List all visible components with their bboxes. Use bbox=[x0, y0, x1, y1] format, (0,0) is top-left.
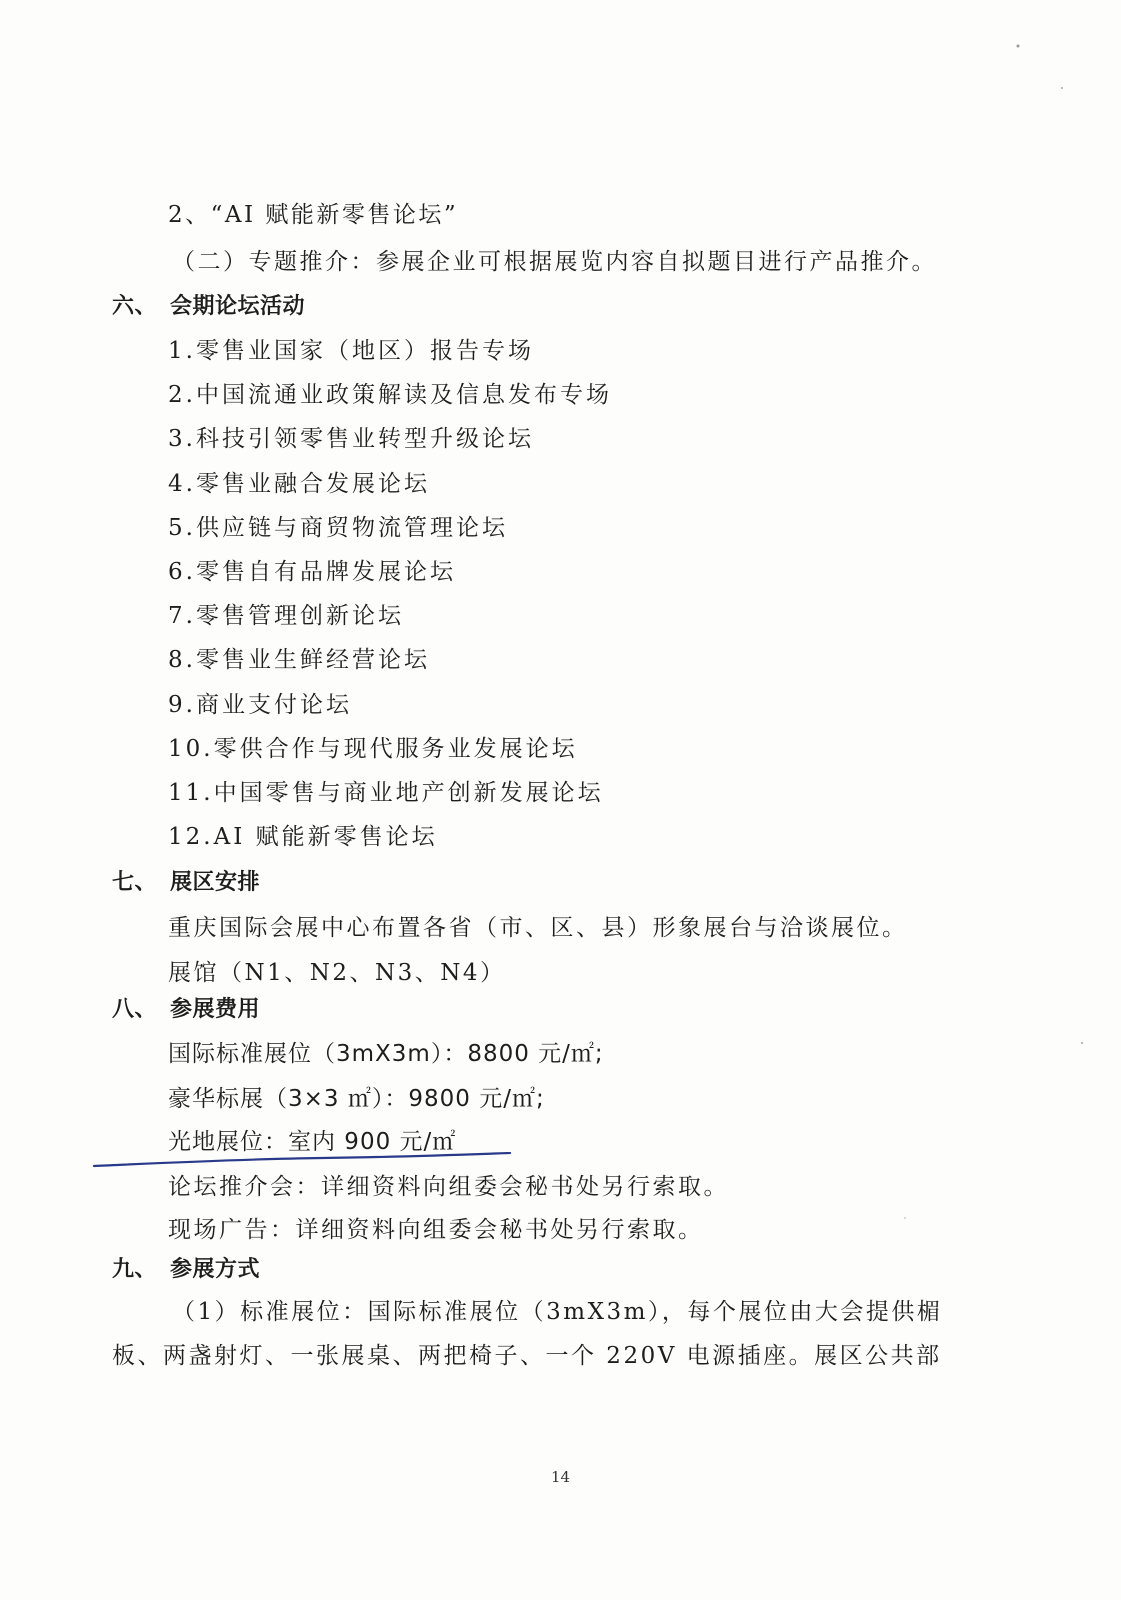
forum-item: 4.零售业融合发展论坛 bbox=[168, 471, 430, 497]
forum-item: 8.零售业生鲜经营论坛 bbox=[168, 647, 430, 673]
section-7-number: 七、 bbox=[112, 870, 158, 895]
section-9-title: 参展方式 bbox=[170, 1257, 261, 1282]
fee-forum-promotion: 论坛推介会：详细资料向组委会秘书处另行索取。 bbox=[168, 1174, 729, 1200]
intro-item-2: 2、“AI 赋能新零售论坛” bbox=[168, 202, 459, 228]
fee-onsite-advertising: 现场广告：详细资料向组委会秘书处另行索取。 bbox=[168, 1217, 704, 1243]
forum-item: 12.AI 赋能新零售论坛 bbox=[168, 824, 438, 850]
forum-item: 6.零售自有品牌发展论坛 bbox=[168, 559, 456, 585]
exhibit-halls: 展馆（N1、N2、N3、N4） bbox=[168, 960, 506, 986]
section-6-heading bbox=[112, 292, 305, 322]
intro-note: （二）专题推介：参展企业可根据展览内容自拟题目进行产品推介。 bbox=[172, 249, 937, 275]
section-9-heading bbox=[112, 1255, 260, 1285]
forum-item: 2.中国流通业政策解读及信息发布专场 bbox=[168, 382, 612, 408]
page-number: 14 bbox=[550, 1468, 571, 1486]
section-8-heading bbox=[112, 995, 260, 1025]
fee-raw-space: 光地展位：室内 900 元/㎡ bbox=[168, 1129, 457, 1155]
section-8-number: 八、 bbox=[112, 997, 158, 1022]
section-6-title: 会期论坛活动 bbox=[170, 294, 306, 319]
forum-item: 7.零售管理创新论坛 bbox=[168, 603, 404, 629]
forum-item: 10.零供合作与现代服务业发展论坛 bbox=[168, 736, 578, 762]
forum-item: 3.科技引领零售业转型升级论坛 bbox=[168, 426, 534, 452]
section-6-number: 六、 bbox=[112, 294, 158, 319]
forum-item: 9.商业支付论坛 bbox=[168, 692, 352, 718]
section-9-number: 九、 bbox=[112, 1257, 158, 1282]
section-8-title: 参展费用 bbox=[170, 997, 261, 1022]
exhibit-area-description: 重庆国际会展中心布置各省（市、区、县）形象展台与洽谈展位。 bbox=[168, 915, 908, 941]
handwritten-underline bbox=[92, 1152, 512, 1172]
forum-item: 1.零售业国家（地区）报告专场 bbox=[168, 338, 534, 364]
fee-deluxe-booth: 豪华标展（3×3 ㎡）：9800 元/㎡; bbox=[168, 1086, 545, 1112]
participation-paragraph-line-2: 板、两盏射灯、一张展桌、两把椅子、一个 220V 电源插座。展区公共部 bbox=[112, 1343, 942, 1369]
forum-item: 11.中国零售与商业地产创新发展论坛 bbox=[168, 780, 604, 806]
fee-standard-booth: 国际标准展位（3mX3m）：8800 元/㎡; bbox=[168, 1041, 604, 1067]
section-7-title: 展区安排 bbox=[170, 870, 261, 895]
forum-item: 5.供应链与商贸物流管理论坛 bbox=[168, 515, 508, 541]
section-7-heading bbox=[112, 868, 260, 898]
participation-paragraph-line-1: （1）标准展位：国际标准展位（3mX3m），每个展位由大会提供楣 bbox=[172, 1299, 943, 1325]
